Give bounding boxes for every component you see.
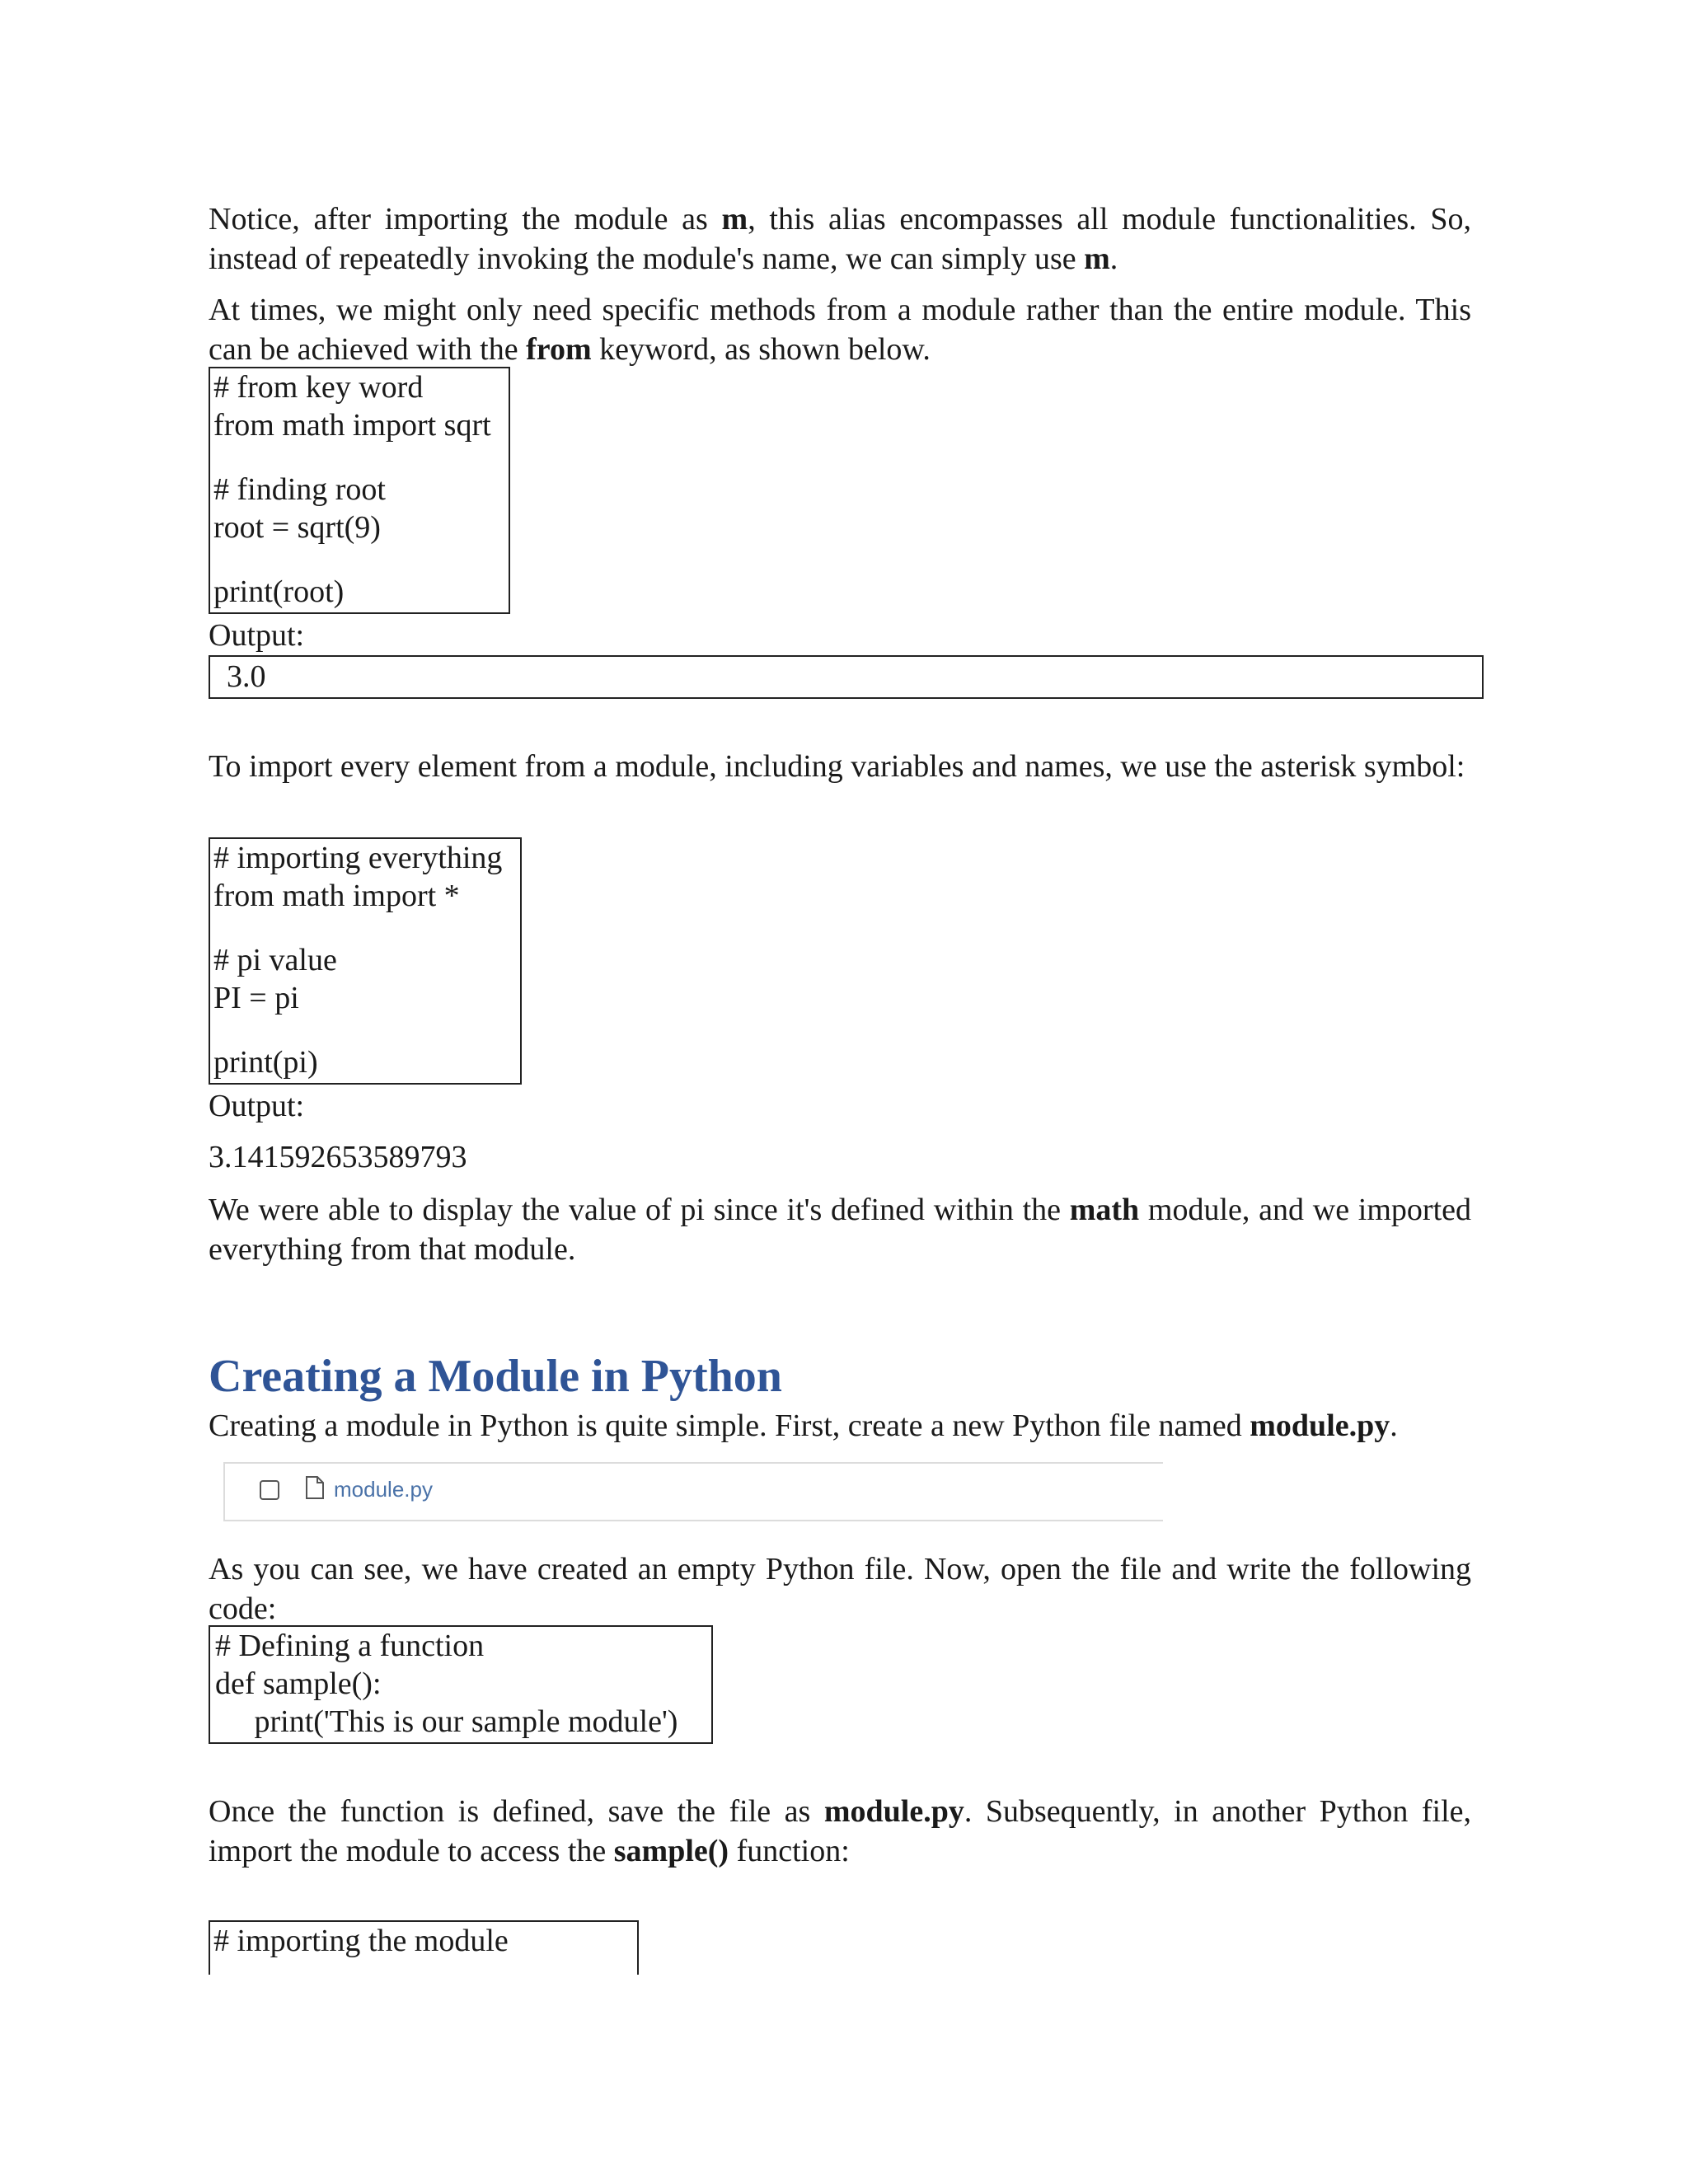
paragraph-asterisk-import: To import every element from a module, including variables and names, we use the asterisk symbol: (209, 749, 1465, 784)
bold-module-py: module.py (1250, 1408, 1390, 1443)
code-line: # finding root (213, 472, 386, 507)
code-block-import-module (209, 1920, 639, 1975)
code-line: def sample(): (215, 1666, 382, 1701)
output-value: 3.141592653589793 (209, 1140, 467, 1174)
output-box: 3.0 (209, 655, 1484, 699)
code-block-from-import (209, 367, 510, 614)
code-line: from math import sqrt (213, 408, 491, 443)
file-checkbox[interactable] (260, 1480, 279, 1500)
bold-module-py: module.py (823, 1794, 964, 1829)
paragraph-save-module: Once the function is defined, save the file as module.py. Subsequently, in another Python file, import the module to access the sample() function: (209, 1794, 1471, 1868)
bold-m: m (1084, 241, 1110, 276)
code-line: # from key word (213, 370, 424, 405)
code-line: PI = pi (213, 981, 299, 1015)
output-label: Output: (209, 1089, 305, 1123)
code-line: root = sqrt(9) (213, 510, 381, 545)
paragraph-from-keyword: At times, we might only need specific methods from a module rather than the entire module. This can be achieved with the from keyword, as shown below. (209, 293, 1471, 367)
code-line: # importing everything (213, 841, 503, 875)
bold-m: m (721, 202, 748, 237)
paragraph-create-module: Creating a module in Python is quite simple. First, create a new Python file named module.py. (209, 1408, 1398, 1443)
code-line: # pi value (213, 943, 337, 977)
bold-sample-fn: sample() (613, 1834, 729, 1868)
code-line: print(root) (213, 574, 345, 609)
code-line: # Defining a function (215, 1629, 485, 1663)
code-block-define-function (209, 1625, 713, 1744)
paragraph-alias-explanation: Notice, after importing the module as m, this alias encompasses all module functionalities. So, instead of repeatedly invoking the module's name, we can simply use m. (209, 202, 1471, 276)
code-line: print(pi) (213, 1045, 318, 1080)
file-icon (304, 1475, 326, 1504)
output-label: Output: (209, 618, 305, 653)
bold-from: from (526, 332, 592, 367)
code-line: print('This is our sample module') (215, 1704, 678, 1739)
file-listing-screenshot (223, 1462, 1163, 1521)
paragraph-empty-file: As you can see, we have created an empty Python file. Now, open the file and write the following code: (209, 1552, 1471, 1626)
code-block-import-everything (209, 837, 522, 1085)
bold-math: math (1069, 1193, 1140, 1227)
paragraph-pi-explanation: We were able to display the value of pi since it's defined within the math module, and we imported everything from that module. (209, 1193, 1471, 1267)
code-line: from math import * (213, 879, 460, 913)
code-line: # importing the module (213, 1924, 509, 1958)
section-heading: Creating a Module in Python (209, 1351, 782, 1402)
file-name-link[interactable]: module.py (334, 1477, 433, 1502)
